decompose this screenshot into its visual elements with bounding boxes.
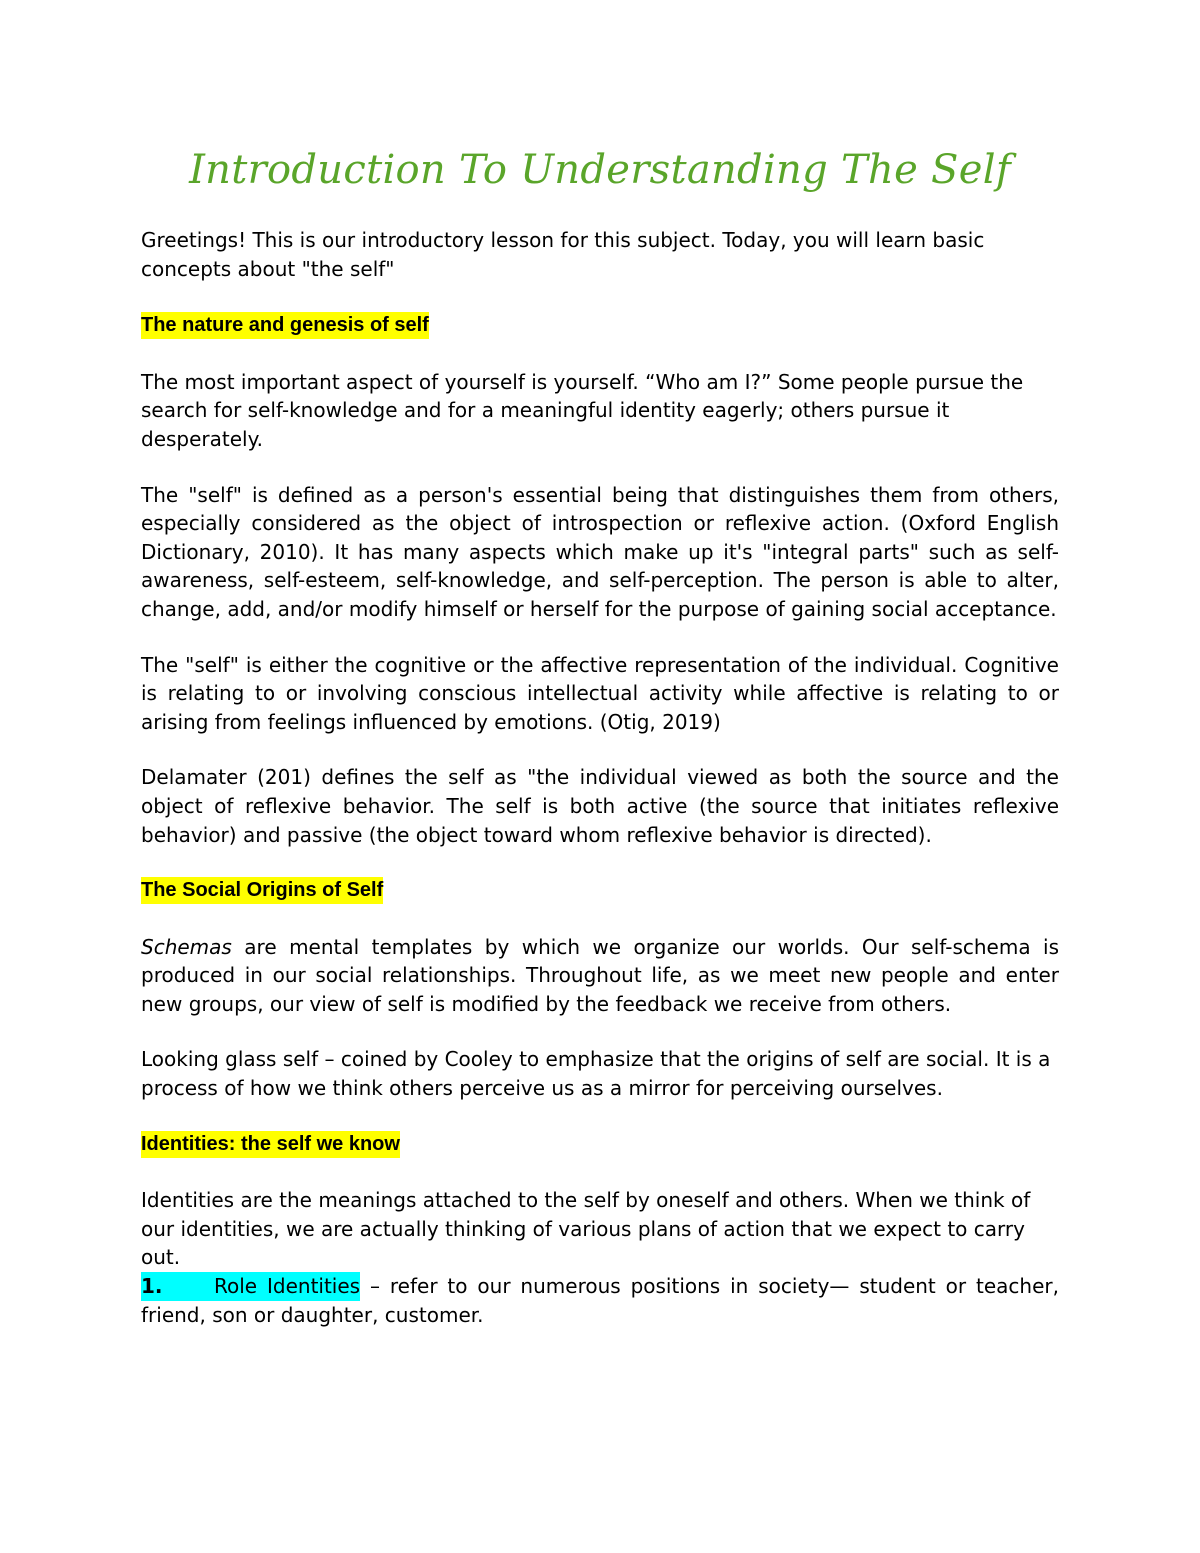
schemas-text: are mental templates by which we organize our worlds. Our self-schema is produced in our social relationships. Throughout life, as we meet new people and enter new groups, our view of self is modified by the feedback we receive from others. [141, 934, 1059, 1016]
paragraph-schemas [141, 933, 1059, 1019]
section-heading-nature-genesis [141, 311, 1059, 340]
paragraph-who-am-i: The most important aspect of yourself is yourself. “Who am I?” Some people pursue the search for self-knowledge and for a meaningful identity eagerly; others pursue it desperately. [141, 369, 1024, 451]
list-number: 1. [141, 1274, 163, 1299]
role-identities-text: – refer to our numerous positions in society— student or teacher, friend, son or daughter, customer. [141, 1274, 1059, 1327]
document-body [141, 140, 1059, 1329]
list-item-role-identities [141, 1272, 1059, 1329]
paragraph-identities: Identities are the meanings attached to the self by oneself and others. When we think of our identities, we are actually thinking of various plans of action that we expect to carry out. [141, 1188, 1031, 1270]
section-heading-identities [141, 1130, 1059, 1159]
heading-highlight: The Social Origins of Self [141, 877, 383, 904]
role-identities-term: Role Identities [214, 1274, 361, 1299]
document-title: Introduction To Understanding The Self [189, 147, 1011, 193]
heading-highlight: Identities: the self we know [141, 1131, 400, 1158]
paragraph-self-definition: The "self" is defined as a person's essential being that distinguishes them from others, especially considered as the object of introspection or reflexive action. (Oxford English Dictionary, 2010). It has many aspects which make up it's "integral parts" such as self-awareness, self-esteem, self-knowledge, and self-perception. The person is able to alter, change, add, and/or modify himself or herself for the purpose of gaining social acceptance. [141, 482, 1059, 621]
heading-highlight: The nature and genesis of self [141, 312, 429, 339]
paragraph-delamater: Delamater (201) defines the self as "the individual viewed as both the source and the object of reflexive behavior. The self is both active (the source that initiates reflexive behavior) and passive (the object toward whom reflexive behavior is directed). [141, 765, 1059, 847]
paragraph-cognitive-affective: The "self" is either the cognitive or the affective representation of the individual. Cognitive is relating to or involving conscious intellectual activity while affective is relating to or arising from feelings influenced by emotions. (Otig, 2019) [141, 652, 1059, 734]
role-identities-highlight [141, 1272, 360, 1301]
paragraph-looking-glass-self: Looking glass self – coined by Cooley to emphasize that the origins of self are social. It is a process of how we think others perceive us as a mirror for perceiving ourselves. [141, 1047, 1051, 1101]
section-heading-social-origins [141, 876, 1059, 905]
intro-paragraph: Greetings! This is our introductory lesson for this subject. Today, you will learn basic concepts about "the self" [141, 228, 985, 281]
schemas-term: Schemas [141, 934, 232, 959]
